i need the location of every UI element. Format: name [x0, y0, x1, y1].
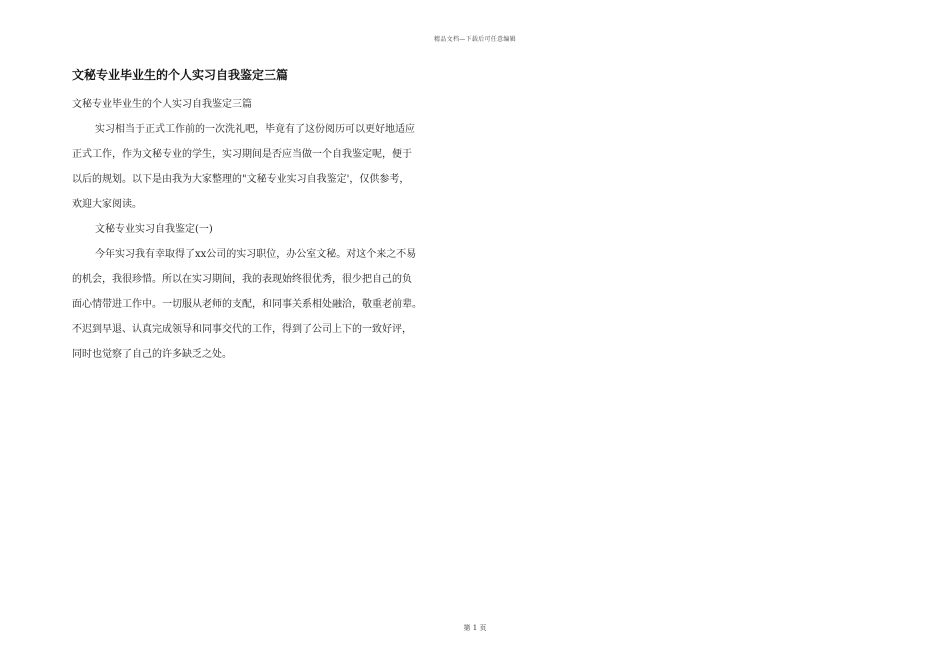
paragraph-line: 正式工作，作为文秘专业的学生，实习期间是否应当做一个自我鉴定呢，便于 [72, 149, 412, 160]
paragraph-line: 不迟到早退、认真完成领导和同事交代的工作，得到了公司上下的一致好评， [72, 324, 412, 335]
paragraph-line: 面心情带进工作中。一切服从老师的支配，和同事关系相处融洽，敬重老前辈。 [72, 299, 422, 310]
document-title: 文秘专业毕业生的个人实习自我鉴定三篇 [72, 68, 289, 82]
paragraph-line: 以后的规划。以下是由我为大家整理的"文秘专业实习自我鉴定'，仅供参考， [72, 174, 410, 185]
paragraph-line: 实习相当于正式工作前的一次洗礼吧，毕竟有了这份阅历可以更好地适应 [95, 124, 415, 135]
section-heading: 文秘专业实习自我鉴定(一) [95, 224, 213, 235]
paragraph-line: 今年实习我有幸取得了xx公司的实习职位，办公室文秘。对这个来之不易 [95, 249, 417, 260]
document-body [72, 66, 472, 367]
paragraph-line: 同时也觉察了自己的许多缺乏之处。 [72, 349, 232, 360]
page-header-note: 精品文档—下载后可任意编辑 [434, 36, 516, 43]
paragraph-line: 的机会，我很珍惜。所以在实习期间，我的表现始终很优秀，很少把自己的负 [72, 274, 412, 285]
paragraph-line: 欢迎大家阅读。 [72, 199, 142, 210]
page-number: 第 1 页 [463, 624, 487, 632]
subtitle-line: 文秘专业毕业生的个人实习自我鉴定三篇 [72, 99, 252, 110]
